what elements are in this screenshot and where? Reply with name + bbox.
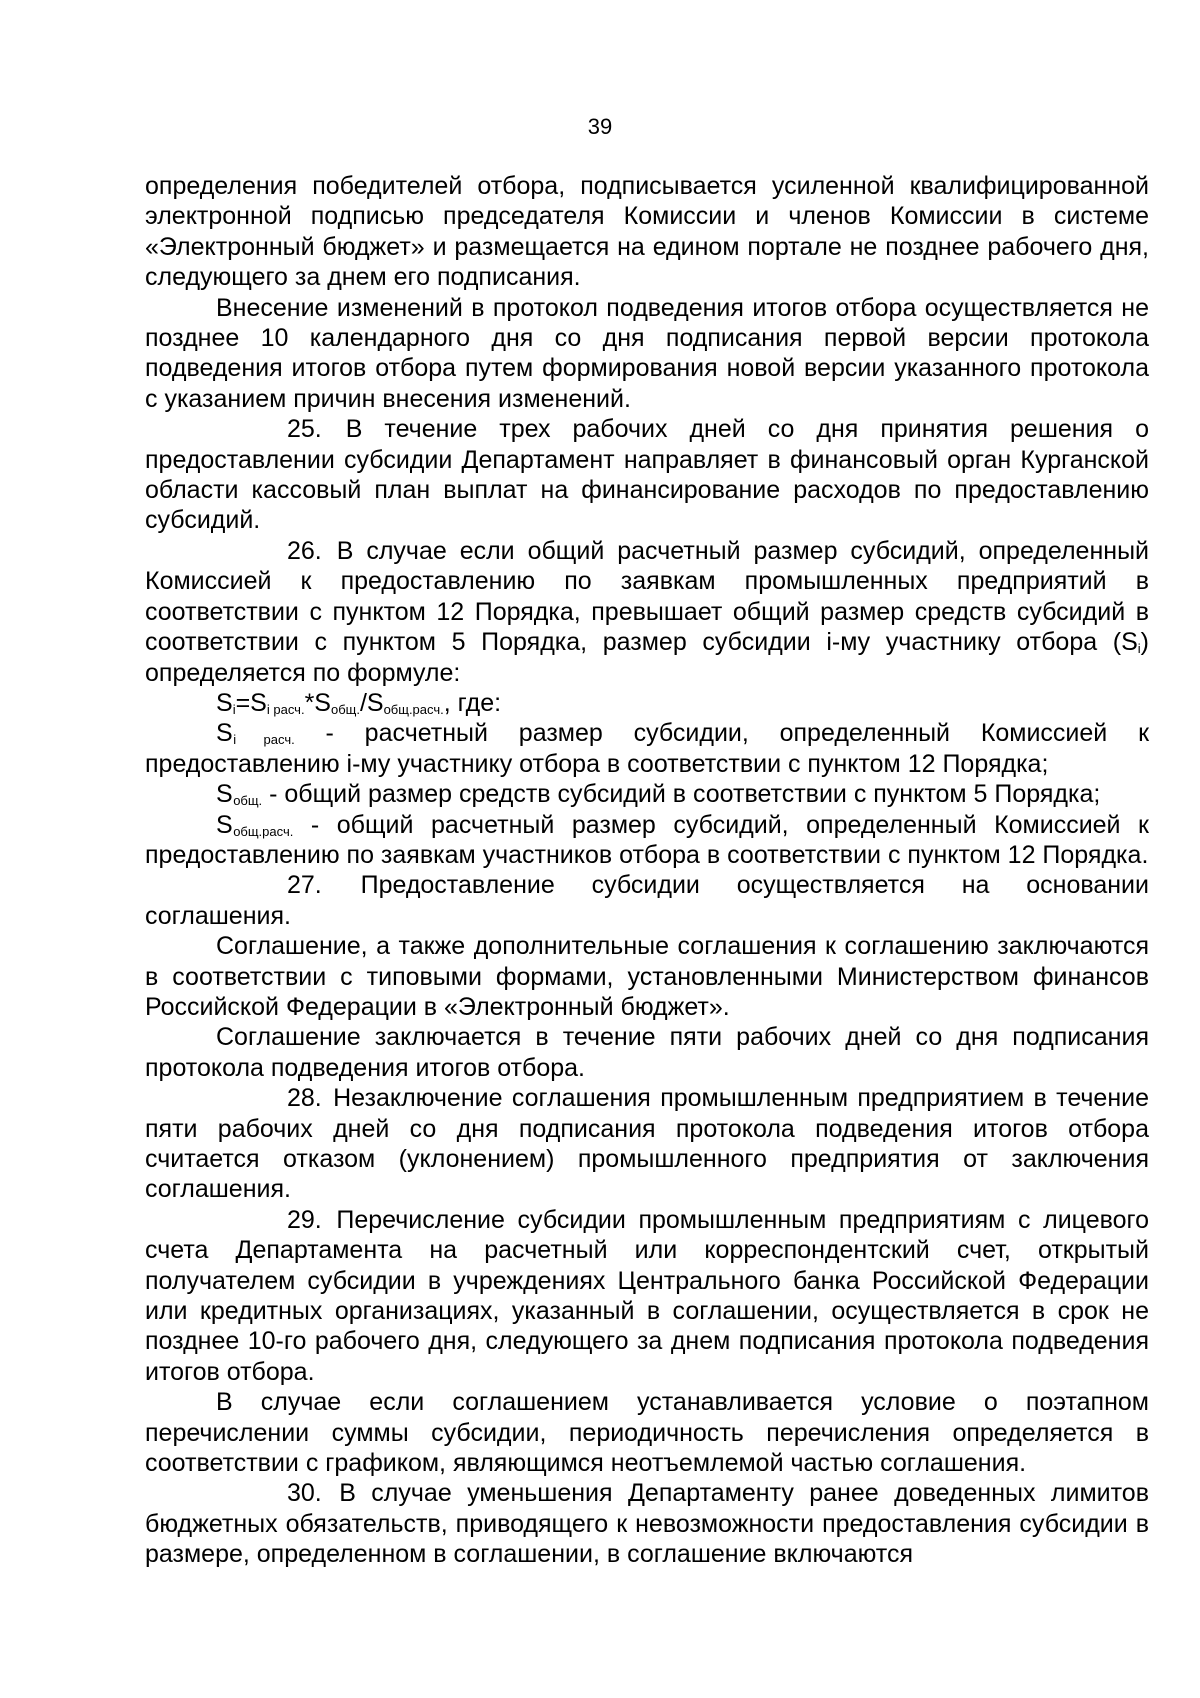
formula bbox=[145, 688, 1149, 718]
paragraph-number: 27. bbox=[287, 871, 322, 900]
definition-s-total bbox=[145, 779, 1149, 809]
subscript: i расч. bbox=[233, 732, 295, 748]
subscript: общ. bbox=[233, 793, 263, 809]
formula-symbol: S bbox=[216, 810, 234, 839]
definition-text: - расчетный размер субсидии, определенный Комиссией к предоставлению i-му участнику отбора в соответствии с пунктом 12 Порядка; bbox=[145, 719, 1150, 778]
formula-symbol: =S bbox=[235, 688, 267, 717]
paragraph-text: Соглашение, а также дополнительные соглашения к соглашению заключаются в соответствии с типовыми формами, установленными Министерством финансов Российской Федерации в «Электронный бюджет». bbox=[145, 932, 1149, 1021]
paragraph-text: Перечисление субсидии промышленным предприятиям с лицевого счета Департамента на расчетный или корреспондентский счет, открытый получателем субсидии в учреждениях Центрального банка Российской Федерации или кредитных организациях, указанный в соглашении, осуществляется в срок не позднее 10-го рабочего дня, следующего за днем подписания протокола подведения итогов отбора. bbox=[145, 1205, 1149, 1386]
paragraph-number: 28. bbox=[287, 1084, 322, 1113]
definition-text: - общий размер средств субсидий в соответствии с пунктом 5 Порядка; bbox=[262, 780, 1101, 809]
definition-s-i-calc bbox=[145, 718, 1149, 779]
paragraph-text: ) определяется по формуле: bbox=[145, 628, 1149, 687]
definition-text: - общий расчетный размер субсидий, определенный Комиссией к предоставлению по заявкам участников отбора в соответствии с пунктом 12 Порядка. bbox=[145, 810, 1149, 869]
paragraph-27 bbox=[145, 870, 1149, 931]
paragraph-text: Предоставление субсидии осуществляется на основании соглашения. bbox=[145, 871, 1149, 930]
paragraph-text: Незаключение соглашения промышленным предприятием в течение пяти рабочих дней со дня подписания протокола подведения итогов отбора считается отказом (уклонением) промышленного предприятия от заключения соглашения. bbox=[145, 1084, 1149, 1204]
paragraph-text: Внесение изменений в протокол подведения итогов отбора осуществляется не позднее 10 календарного дня со дня подписания первой версии протокола подведения итогов отбора путем формирования новой версии указанного протокола с указанием причин внесения изменений. bbox=[145, 293, 1149, 413]
definition-s-total-calc bbox=[145, 810, 1149, 871]
subscript: i расч. bbox=[266, 701, 305, 717]
paragraph-25 bbox=[145, 414, 1149, 536]
formula-symbol: *S bbox=[304, 688, 331, 717]
paragraph-27-agreement-term bbox=[145, 1022, 1149, 1083]
formula-text: , где: bbox=[443, 688, 502, 717]
paragraph-amendments bbox=[145, 293, 1149, 415]
paragraph-number: 26. bbox=[287, 536, 322, 565]
paragraph-27-agreement-forms bbox=[145, 931, 1149, 1022]
paragraph-29-schedule bbox=[145, 1387, 1149, 1478]
subscript: i bbox=[1137, 641, 1141, 657]
paragraph-number: 25. bbox=[287, 415, 322, 444]
paragraph-text: определения победителей отбора, подписывается усиленной квалифицированной электронной подписью председателя Комиссии и членов Комиссии в системе «Электронный бюджет» и размещается на едином портале не позднее рабочего дня, следующего за днем его подписания. bbox=[145, 172, 1149, 292]
subscript: общ.расч. bbox=[383, 701, 444, 717]
paragraph-continuation bbox=[145, 171, 1149, 293]
formula-symbol: S bbox=[216, 719, 234, 748]
formula-symbol: /S bbox=[359, 688, 384, 717]
paragraph-text: В течение трех рабочих дней со дня принятия решения о предоставлении субсидии Департамент направляет в финансовый орган Курганской области кассовый план выплат на финансирование расходов по предоставлению субсидий. bbox=[145, 415, 1149, 535]
paragraph-28 bbox=[145, 1083, 1149, 1205]
paragraph-text: В случае если общий расчетный размер субсидий, определенный Комиссией к предоставлению по заявкам промышленных предприятий в соответствии с пунктом 12 Порядка, превышает общий размер средств субсидий в соответствии с пунктом 5 Порядка, размер субсидии i-му участнику отбора (S bbox=[145, 536, 1150, 657]
paragraph-30 bbox=[145, 1478, 1149, 1569]
document-body bbox=[145, 171, 1149, 1570]
subscript: общ. bbox=[330, 701, 360, 717]
paragraph-text: В случае если соглашением устанавливается условие о поэтапном перечислении суммы субсидии, периодичность перечисления определяется в соответствии с графиком, являющимся неотъемлемой частью соглашения. bbox=[145, 1388, 1149, 1478]
paragraph-number: 29. bbox=[287, 1205, 322, 1234]
formula-symbol: S bbox=[216, 780, 234, 809]
paragraph-29 bbox=[145, 1205, 1149, 1387]
subscript: общ.расч. bbox=[233, 823, 294, 839]
paragraph-text: В случае уменьшения Департаменту ранее доведенных лимитов бюджетных обязательств, приводящего к невозможности предоставления субсидии в размере, определенном в соглашении, в соглашение включаются bbox=[145, 1479, 1149, 1569]
paragraph-number: 30. bbox=[287, 1479, 322, 1508]
paragraph-26 bbox=[145, 536, 1149, 688]
subscript: i bbox=[232, 701, 236, 717]
page-number: 39 bbox=[587, 114, 613, 139]
formula-symbol: S bbox=[216, 688, 233, 717]
paragraph-text: Соглашение заключается в течение пяти рабочих дней со дня подписания протокола подведения итогов отбора. bbox=[145, 1023, 1149, 1082]
